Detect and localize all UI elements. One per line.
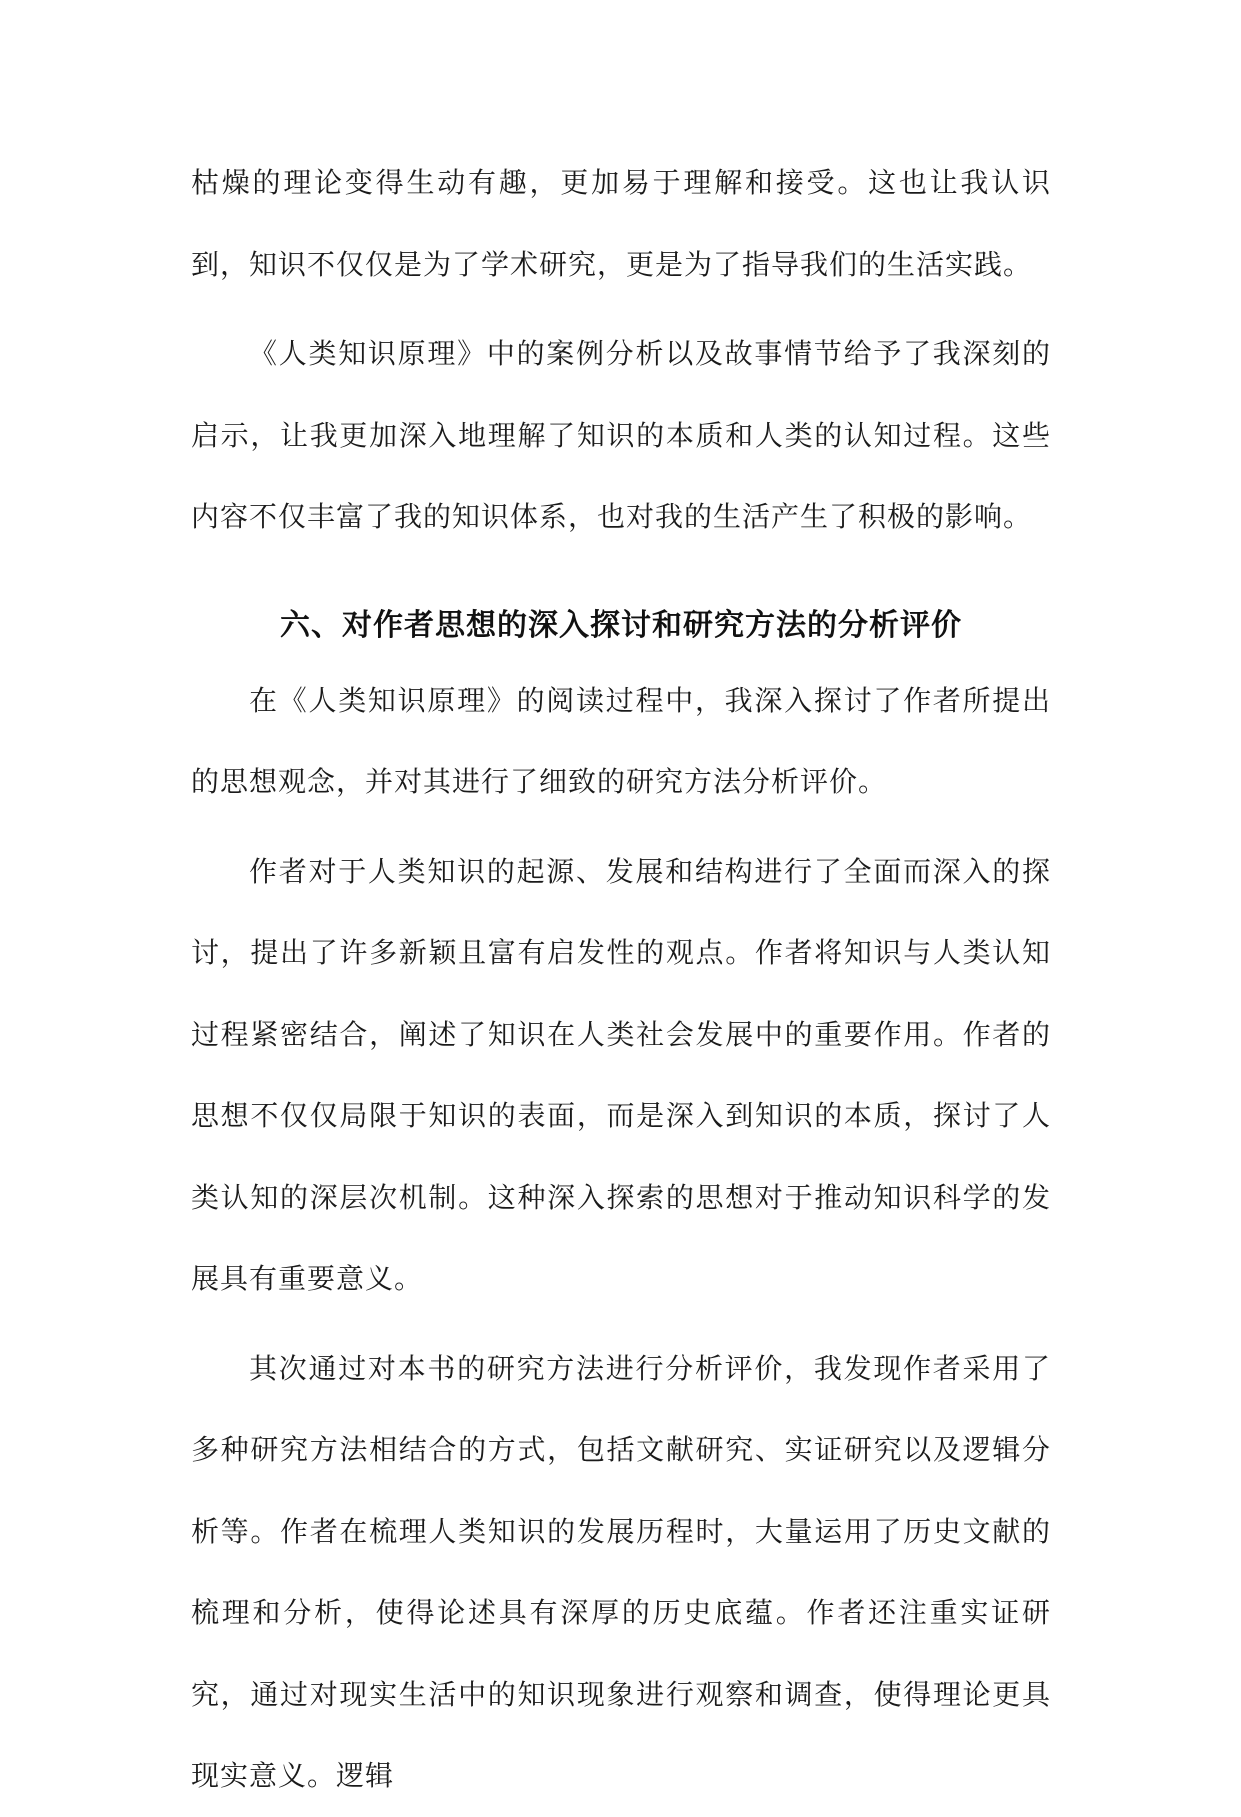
paragraph-case-analysis: 《人类知识原理》中的案例分析以及故事情节给予了我深刻的启示，让我更加深入地理解了知识的本质和人类的认知过程。这些内容不仅丰富了我的知识体系，也对我的生活产生了积极的影响。: [191, 337, 1051, 533]
paragraph-research-methods: 其次通过对本书的研究方法进行分析评价，我发现作者采用了多种研究方法相结合的方式，包括文献研究、实证研究以及逻辑分析等。作者在梳理人类知识的发展历程时，大量运用了历史文献的梳理和分析，使得论述具有深厚的历史底蕴。作者还注重实证研究，通过对现实生活中的知识现象进行观察和调查，使得理论更具现实意义。逻辑: [191, 1351, 1051, 1792]
section-heading: 六、对作者思想的深入探讨和研究方法的分析评价: [280, 607, 962, 643]
document-body: [191, 142, 1051, 1817]
paragraph-reading-process: 在《人类知识原理》的阅读过程中，我深入探讨了作者所提出的思想观念，并对其进行了细致的研究方法分析评价。: [191, 683, 1051, 798]
paragraph-continued: 枯燥的理论变得生动有趣，更加易于理解和接受。这也让我认识到，知识不仅仅是为了学术研究，更是为了指导我们的生活实践。: [191, 166, 1051, 281]
paragraph-author-thought: 作者对于人类知识的起源、发展和结构进行了全面而深入的探讨，提出了许多新颖且富有启发性的观点。作者将知识与人类认知过程紧密结合，阐述了知识在人类社会发展中的重要作用。作者的思想不仅仅局限于知识的表面，而是深入到知识的本质，探讨了人类认知的深层次机制。这种深入探索的思想对于推动知识科学的发展具有重要意义。: [191, 854, 1051, 1295]
